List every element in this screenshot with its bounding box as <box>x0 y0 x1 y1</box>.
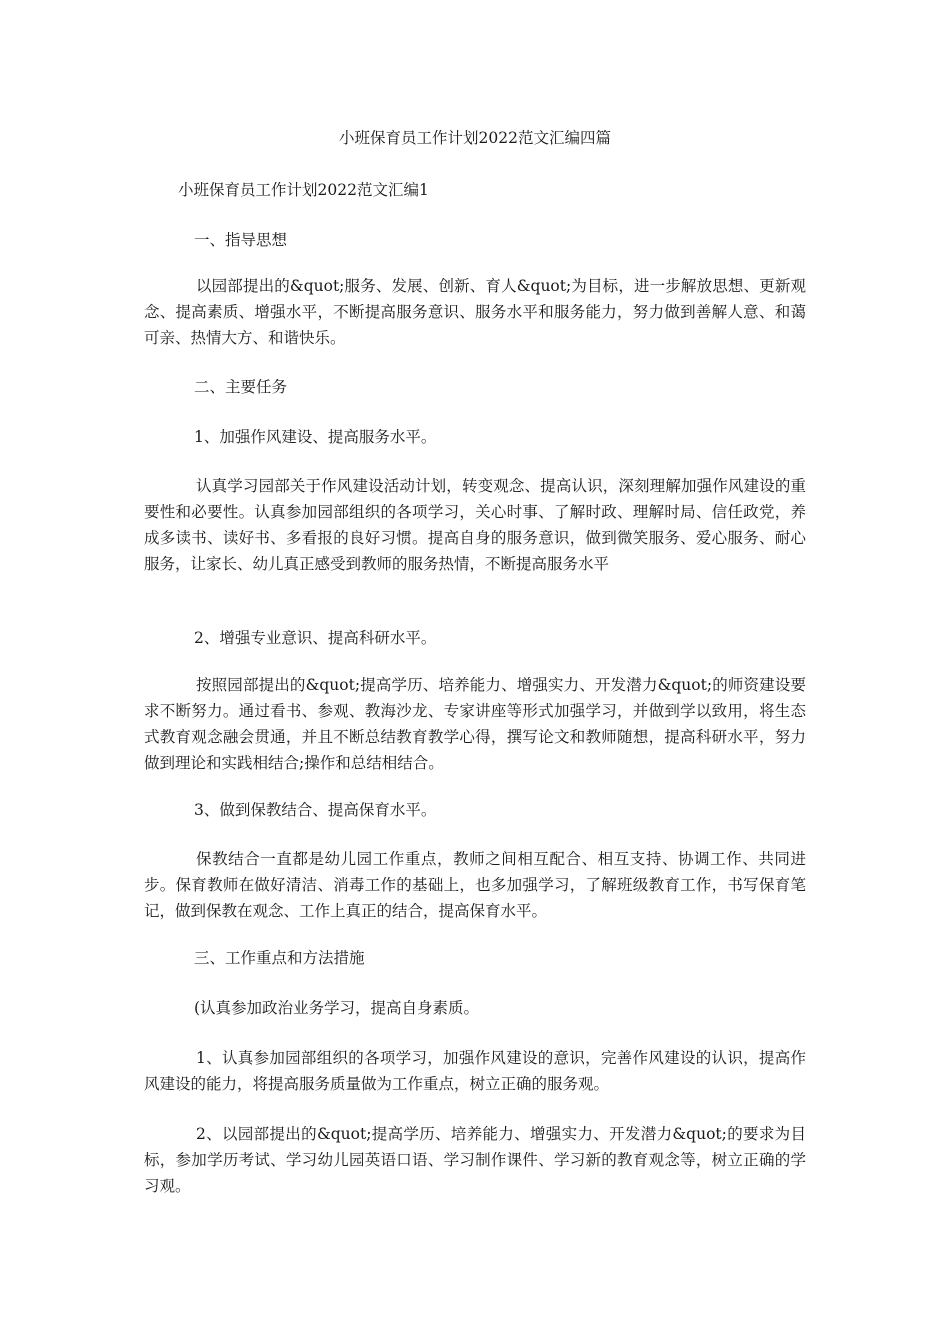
paragraph-guiding-ideas: 以园部提出的&quot;服务、发展、创新、育人&quot;为目标，进一步解放思想、更新观念、提高素质、增强水平，不断提高服务意识、服务水平和服务能力，努力做到善解人意、和蔼可亲、热情大方、和谐快乐。 <box>144 277 806 347</box>
section-heading-work-focus: 三、工作重点和方法措施 <box>194 949 365 967</box>
section-heading-guiding-ideas: 一、指导思想 <box>194 231 288 249</box>
paragraph-task-1: 认真学习园部关于作风建设活动计划，转变观念、提高认识，深刻理解加强作风建设的重要性和必要性。认真参加园部组织的各项学习，关心时事、了解时政、理解时局、信任政党，养成多读书、读好书、多看报的良好习惯。提高自身的服务意识，做到微笑服务、爱心服务、耐心服务，让家长、幼儿真正感受到教师的服务热情，不断提高服务水平 <box>144 477 806 573</box>
document-subtitle: 小班保育员工作计划2022范文汇编1 <box>178 181 429 199</box>
task-heading-2: 2、增强专业意识、提高科研水平。 <box>194 629 437 647</box>
paragraph-item-1: 1、认真参加园部组织的各项学习，加强作风建设的意识，完善作风建设的认识，提高作风建设的能力，将提高服务质量做为工作重点，树立正确的服务观。 <box>144 1049 806 1093</box>
task-heading-1: 1、加强作风建设、提高服务水平。 <box>194 428 437 446</box>
section-heading-main-tasks: 二、主要任务 <box>194 378 288 396</box>
paragraph-task-2: 按照园部提出的&quot;提高学历、培养能力、增强实力、开发潜力&quot;的师资建设要求不断努力。通过看书、参观、教海沙龙、专家讲座等形式加强学习，并做到学以致用，将生态式教育观念融会贯通，并且不断总结教育教学心得，撰写论文和教师随想，提高科研水平，努力做到理论和实践相结合;操作和总结相结合。 <box>144 676 806 772</box>
task-heading-3: 3、做到保教结合、提高保育水平。 <box>194 801 437 819</box>
paragraph-item-2: 2、以园部提出的&quot;提高学历、培养能力、增强实力、开发潜力&quot;的要求为目标，参加学历考试、学习幼儿园英语口语、学习制作课件、学习新的教育观念等，树立正确的学习观。 <box>144 1125 806 1195</box>
document-title: 小班保育员工作计划2022范文汇编四篇 <box>339 129 611 147</box>
paragraph-task-3: 保教结合一直都是幼儿园工作重点，教师之间相互配合、相互支持、协调工作、共同进步。保育教师在做好清洁、消毒工作的基础上，也多加强学习，了解班级教育工作，书写保育笔记，做到保教在观念、工作上真正的结合，提高保育水平。 <box>144 850 806 920</box>
section-subheading-study: (认真参加政治业务学习，提高自身素质。 <box>194 999 480 1017</box>
